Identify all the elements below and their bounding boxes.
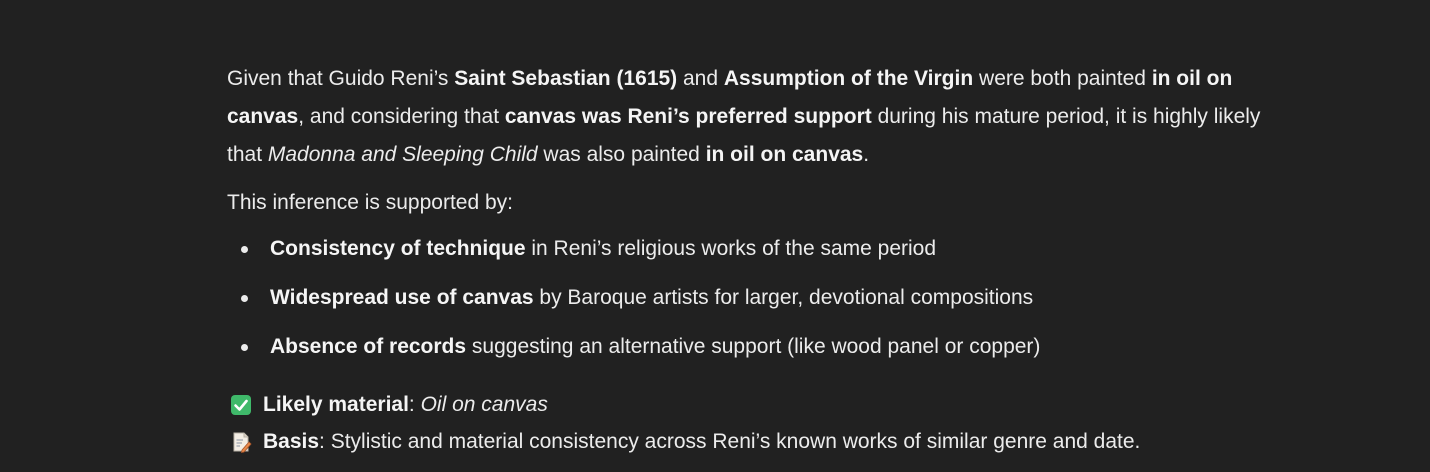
supporting-list	[227, 230, 1267, 366]
list-item-bold: Widespread use of canvas	[270, 286, 534, 309]
paragraph-inference: This inference is supported by:	[227, 191, 513, 214]
bullet-icon	[241, 295, 248, 302]
bold-saint-sebastian: Saint Sebastian (1615)	[454, 67, 678, 90]
likely-material-label: Likely material	[263, 393, 409, 416]
memo-icon	[230, 431, 252, 453]
text-run: .	[863, 143, 870, 166]
bold-oil-on-canvas-2: in oil on canvas	[705, 143, 864, 166]
bold-preferred-support: canvas was Reni’s preferred support	[504, 105, 872, 128]
bold-oil-on-canvas: in oil on canvas	[227, 67, 1233, 128]
likely-material-value: Oil on canvas	[420, 393, 548, 416]
bullet-icon	[241, 246, 248, 253]
list-item-bold: Absence of records	[270, 335, 467, 358]
text-run: was also painted	[537, 143, 706, 166]
basis-label: Basis	[263, 430, 320, 453]
bullet-icon	[241, 344, 248, 351]
list-item-text: by Baroque artists for larger, devotional compositions	[533, 286, 1034, 309]
text-run: , and considering that	[298, 105, 505, 128]
text-run: Given that Guido Reni’s	[227, 67, 455, 90]
paragraph-conclusion	[227, 60, 1267, 174]
text-run: were both painted	[973, 67, 1152, 90]
list-item	[227, 328, 1267, 366]
assistant-message	[227, 60, 1267, 460]
basis-text: : Stylistic and material consistency across Reni’s known works of similar genre and date.	[319, 430, 1141, 453]
list-item-text: in Reni’s religious works of the same period	[525, 237, 937, 260]
list-item-bold: Consistency of technique	[270, 237, 526, 260]
likely-material-line	[230, 386, 1267, 423]
basis-line	[230, 423, 1267, 460]
list-item	[227, 279, 1267, 317]
list-item-text: suggesting an alternative support (like wood panel or copper)	[466, 335, 1041, 358]
bold-assumption: Assumption of the Virgin	[723, 67, 974, 90]
text-run: and	[677, 67, 724, 90]
list-item	[227, 230, 1267, 268]
text-run: during his mature period, it is highly likely that	[227, 105, 1261, 166]
italic-painting-title: Madonna and Sleeping Child	[267, 143, 538, 166]
check-mark-button-icon	[230, 394, 252, 416]
separator: :	[408, 393, 421, 416]
